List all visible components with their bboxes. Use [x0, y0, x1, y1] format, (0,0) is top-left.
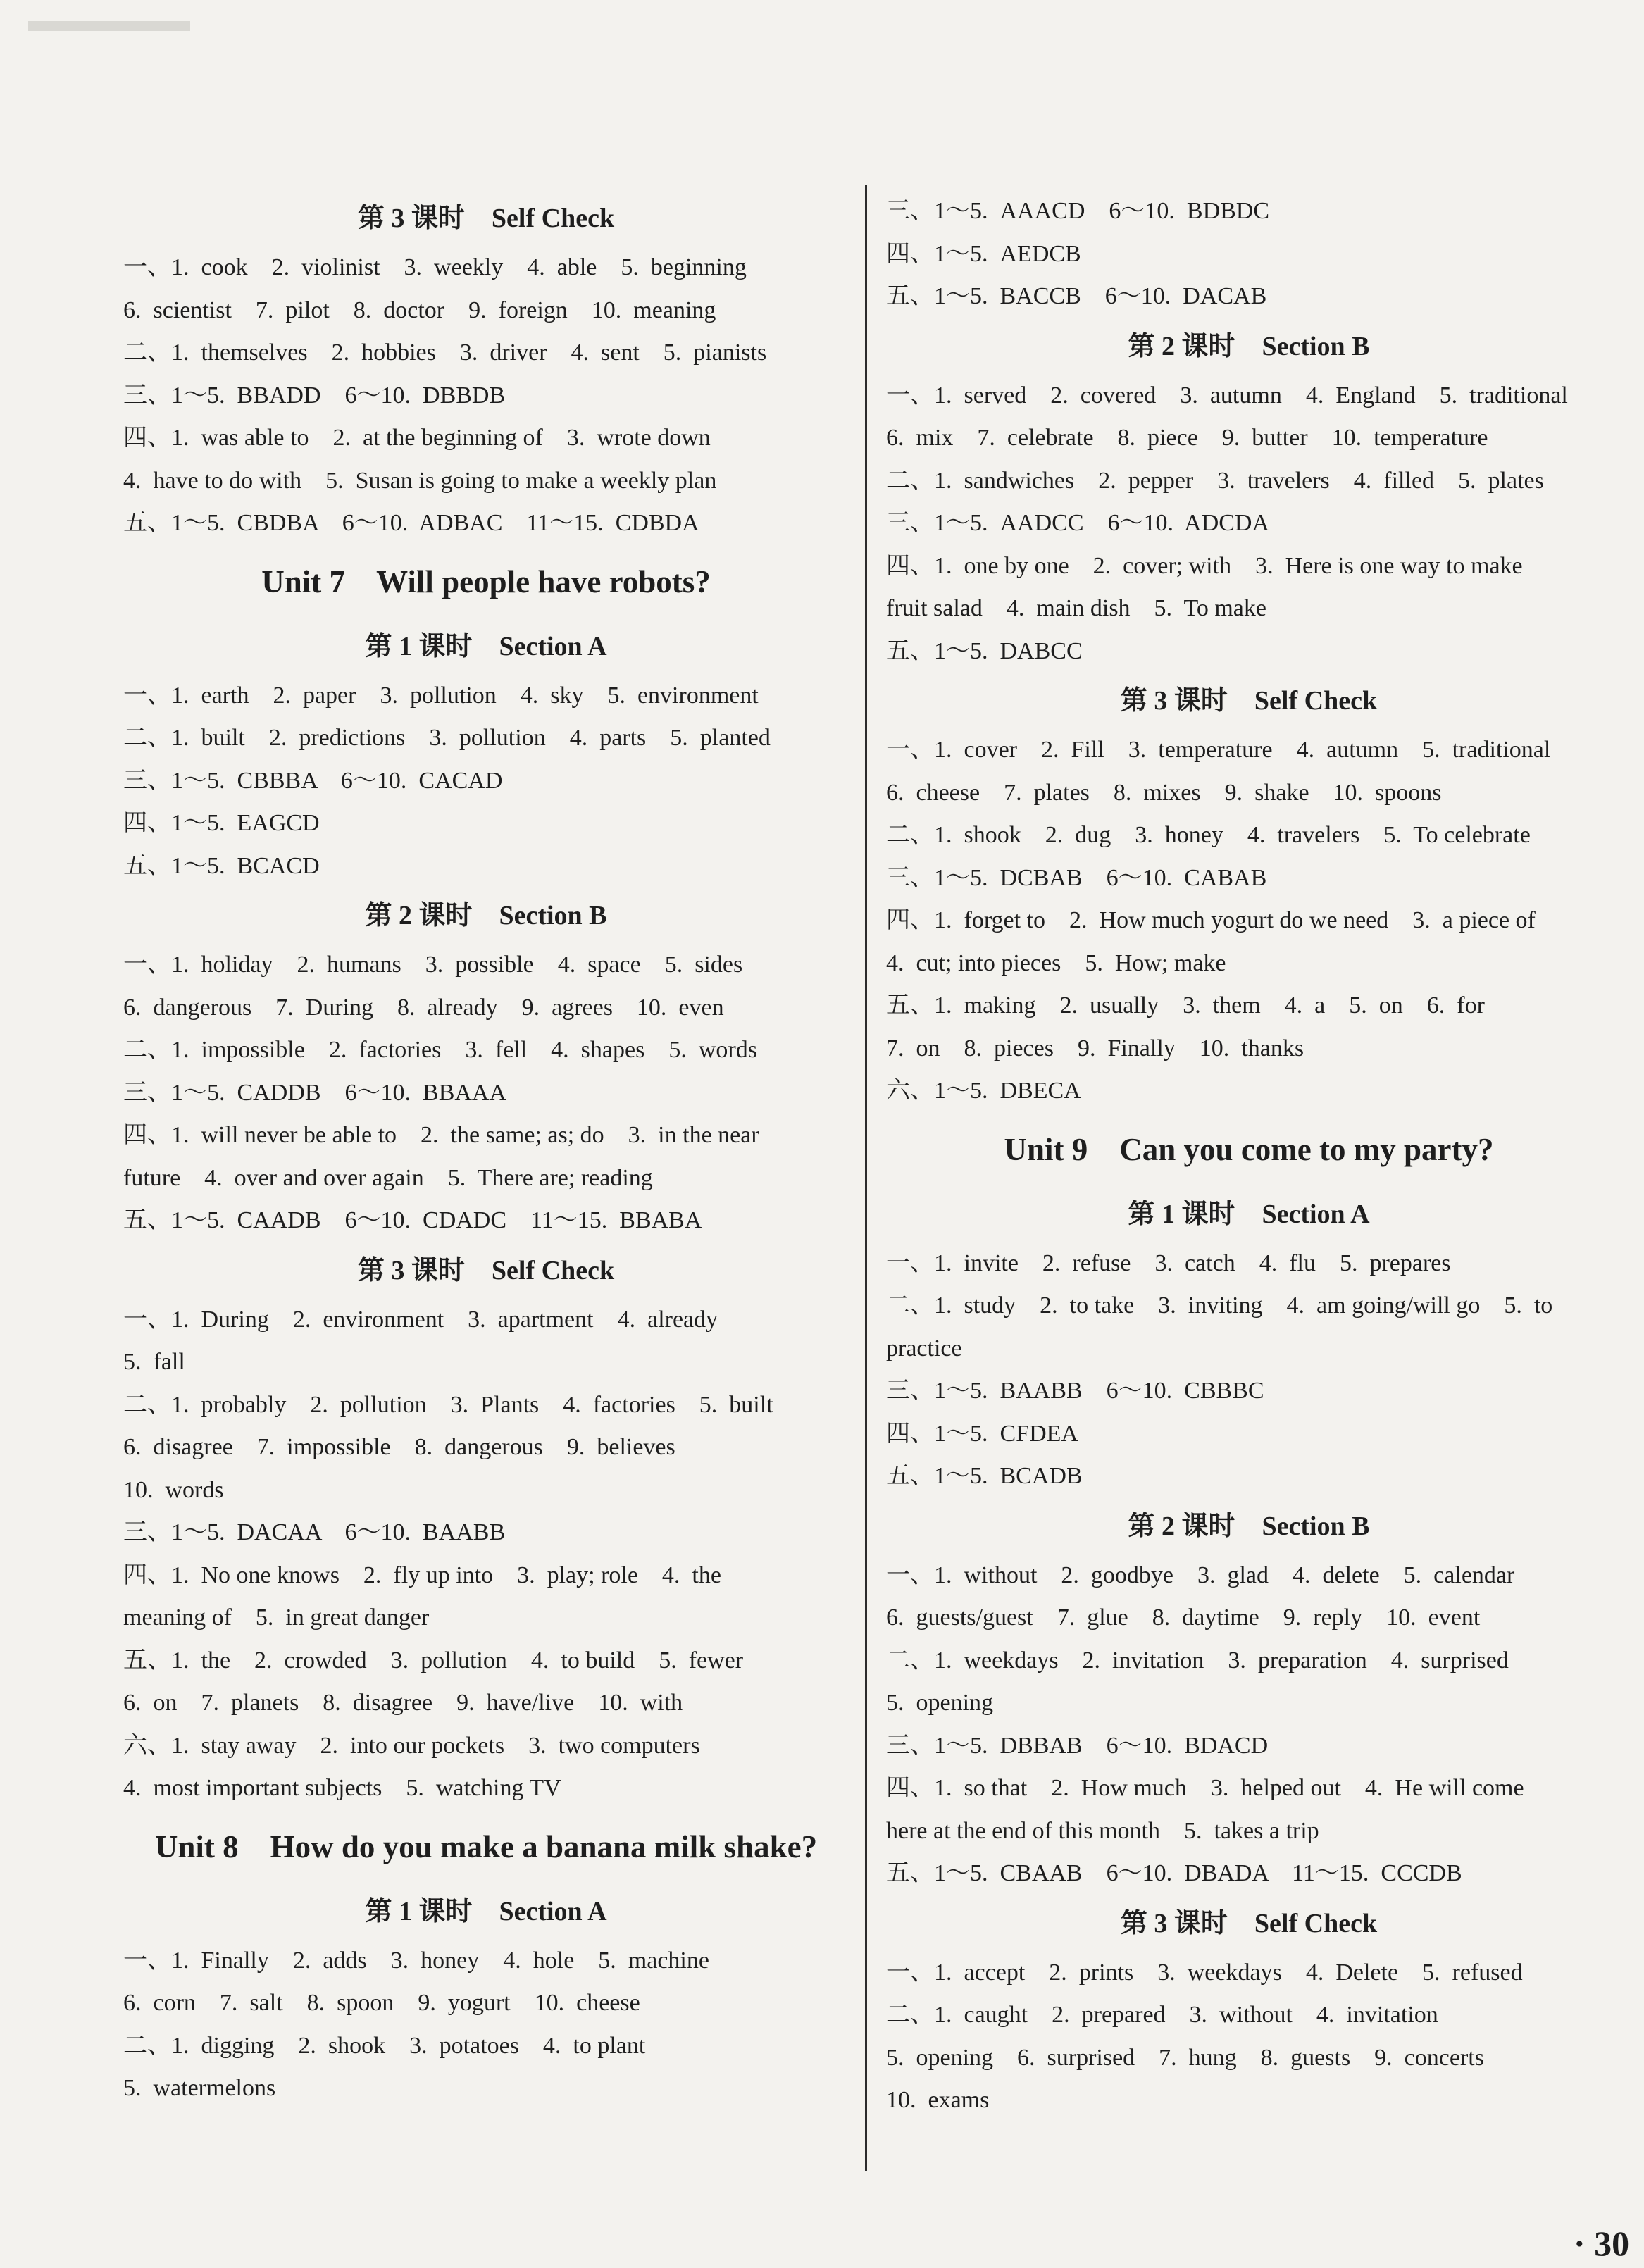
answer-line: 二、1. probably 2. pollution 3. Plants 4. factories 5. built: [123, 1391, 773, 1418]
unit-heading: Unit 8 How do you make a banana milk shake?: [154, 1828, 818, 1864]
answer-line: 二、1. caught 2. prepared 3. without 4. invitation: [886, 2002, 1438, 2028]
answer-line: 6. mix 7. celebrate 8. piece 9. butter 10. temperature: [886, 425, 1488, 451]
answer-line: 一、1. cook 2. violinist 3. weekly 4. able 5. beginning: [123, 254, 747, 280]
answer-line: 5. fall: [123, 1349, 185, 1375]
answer-line: 三、1～5. BBADD 6～10. DBBDB: [123, 382, 506, 409]
answer-line: 三、1～5. AAACD 6～10. BDBDC: [886, 198, 1270, 224]
answer-line: 4. cut; into pieces 5. How; make: [886, 949, 1226, 976]
answer-line: 4. have to do with 5. Susan is going to make a weekly plan: [123, 467, 717, 494]
answer-line: 6. cheese 7. plates 8. mixes 9. shake 10. spoons: [886, 779, 1442, 806]
answer-line: 四、1～5. CFDEA: [886, 1420, 1078, 1447]
answer-line: 四、1～5. AEDCB: [886, 240, 1081, 267]
answer-line: 10. words: [123, 1476, 224, 1503]
unit-heading: Unit 7 Will people have robots?: [261, 563, 711, 599]
answer-line: 二、1. weekdays 2. invitation 3. preparation 4. surprised: [886, 1647, 1509, 1674]
answer-line: 四、1. No one knows 2. fly up into 3. play; role 4. the: [123, 1562, 721, 1588]
section-heading: 第 3 课时 Self Check: [1120, 686, 1378, 716]
answer-line: 6. guests/guest 7. glue 8. daytime 9. reply 10. event: [886, 1605, 1481, 1631]
answer-line: 二、1. digging 2. shook 3. potatoes 4. to plant: [123, 2032, 646, 2059]
answer-line: 三、1～5. CADDB 6～10. BBAAA: [123, 1079, 507, 1106]
answer-line: 四、1. was able to 2. at the beginning of 3. wrote down: [123, 425, 711, 451]
answer-line: 一、1. During 2. environment 3. apartment 4. already: [123, 1306, 718, 1333]
section-heading: 第 2 课时 Section B: [365, 901, 607, 930]
answer-line: 10. exams: [886, 2087, 990, 2113]
answer-line: 五、1～5. CBAAB 6～10. DBADA 11～15. CCCDB: [886, 1860, 1462, 1886]
answer-line: 四、1. so that 2. How much 3. helped out 4. He will come: [886, 1775, 1524, 1801]
answer-line: 三、1～5. CBBBA 6～10. CACAD: [123, 767, 503, 794]
answer-line: 三、1～5. BAABB 6～10. CBBBC: [886, 1378, 1264, 1404]
answer-line: 六、1～5. DBECA: [886, 1078, 1081, 1104]
answer-line: 四、1. one by one 2. cover; with 3. Here is one way to make: [886, 552, 1523, 579]
page-number: · 30: [1574, 2224, 1630, 2263]
answer-line: 三、1～5. DCBAB 6～10. CABAB: [886, 864, 1267, 891]
answer-line: practice: [886, 1335, 962, 1362]
answer-line: 一、1. Finally 2. adds 3. honey 4. hole 5. machine: [123, 1947, 709, 1974]
answer-line: 二、1. shook 2. dug 3. honey 4. travelers 5. To celebrate: [886, 822, 1531, 848]
answer-line: 5. opening 6. surprised 7. hung 8. guests 9. concerts: [886, 2044, 1484, 2071]
section-heading: 第 2 课时 Section B: [1128, 331, 1370, 361]
answer-line: 6. corn 7. salt 8. spoon 9. yogurt 10. cheese: [123, 1990, 640, 2016]
unit-heading: Unit 9 Can you come to my party?: [1004, 1131, 1494, 1167]
answer-line: 4. most important subjects 5. watching TV: [123, 1775, 561, 1801]
answer-line: 7. on 8. pieces 9. Finally 10. thanks: [886, 1035, 1304, 1061]
right-answer-column: [886, 190, 1612, 2122]
answer-line: 一、1. served 2. covered 3. autumn 4. England 5. traditional: [886, 382, 1568, 409]
answer-line: 四、1. will never be able to 2. the same; as; do 3. in the near: [123, 1122, 759, 1148]
section-heading: 第 1 课时 Section A: [1128, 1199, 1370, 1229]
answer-line: meaning of 5. in great danger: [123, 1605, 430, 1631]
answer-line: 五、1～5. CBDBA 6～10. ADBAC 11～15. CDBDA: [123, 510, 699, 536]
answer-line: 6. dangerous 7. During 8. already 9. agrees 10. even: [123, 994, 724, 1021]
section-heading: 第 3 课时 Self Check: [1120, 1908, 1378, 1938]
answer-line: 一、1. cover 2. Fill 3. temperature 4. autumn 5. traditional: [886, 737, 1551, 763]
section-heading: 第 3 课时 Self Check: [357, 204, 615, 233]
answer-line: 三、1～5. DACAA 6～10. BAABB: [123, 1519, 506, 1545]
answer-line: 5. watermelons: [123, 2075, 276, 2101]
answer-line: 五、1. making 2. usually 3. them 4. a 5. on 6. for: [886, 992, 1485, 1018]
left-answer-column: [123, 190, 849, 2110]
answer-line: 二、1. impossible 2. factories 3. fell 4. shapes 5. words: [123, 1037, 757, 1063]
answer-line: here at the end of this month 5. takes a trip: [886, 1817, 1319, 1844]
answer-line: 二、1. sandwiches 2. pepper 3. travelers 4. filled 5. plates: [886, 467, 1544, 494]
answer-line: 一、1. earth 2. paper 3. pollution 4. sky 5. environment: [123, 682, 759, 709]
section-heading: 第 1 课时 Section A: [365, 1896, 607, 1926]
answer-line: 6. disagree 7. impossible 8. dangerous 9. believes: [123, 1434, 675, 1460]
answer-line: 一、1. holiday 2. humans 3. possible 4. space 5. sides: [123, 952, 743, 978]
scan-mark: [28, 21, 190, 31]
answer-line: 五、1. the 2. crowded 3. pollution 4. to build 5. fewer: [123, 1647, 744, 1674]
answer-line: 三、1～5. AADCC 6～10. ADCDA: [886, 510, 1270, 536]
answer-line: 二、1. built 2. predictions 3. pollution 4. parts 5. planted: [123, 725, 771, 751]
answer-line: 五、1～5. BACCB 6～10. DACAB: [886, 283, 1267, 309]
column-divider: [865, 185, 867, 2171]
section-heading: 第 3 课时 Self Check: [357, 1255, 615, 1285]
answer-line: 三、1～5. DBBAB 6～10. BDACD: [886, 1732, 1269, 1759]
answer-line: 一、1. invite 2. refuse 3. catch 4. flu 5. prepares: [886, 1250, 1451, 1276]
answer-line: 二、1. themselves 2. hobbies 3. driver 4. sent 5. pianists: [123, 339, 767, 366]
answer-line: 6. on 7. planets 8. disagree 9. have/live 10. with: [123, 1690, 683, 1716]
answer-line: 五、1～5. DABCC: [886, 637, 1083, 664]
answer-line: 六、1. stay away 2. into our pockets 3. two computers: [123, 1732, 700, 1759]
answer-line: 四、1～5. EAGCD: [123, 810, 320, 836]
answer-line: 一、1. accept 2. prints 3. weekdays 4. Delete 5. refused: [886, 1959, 1523, 1986]
answer-line: 5. opening: [886, 1690, 994, 1716]
section-heading: 第 1 课时 Section A: [365, 631, 607, 661]
answer-line: 五、1～5. CAADB 6～10. CDADC 11～15. BBABA: [123, 1207, 702, 1233]
answer-line: 五、1～5. BCACD: [123, 852, 320, 879]
answer-line: 四、1. forget to 2. How much yogurt do we need 3. a piece of: [886, 907, 1536, 933]
section-heading: 第 2 课时 Section B: [1128, 1511, 1370, 1541]
answer-line: 一、1. without 2. goodbye 3. glad 4. delete 5. calendar: [886, 1562, 1515, 1588]
answer-line: 五、1～5. BCADB: [886, 1463, 1083, 1489]
answer-line: 6. scientist 7. pilot 8. doctor 9. foreign 10. meaning: [123, 297, 716, 323]
answer-line: 二、1. study 2. to take 3. inviting 4. am going/will go 5. to: [886, 1292, 1553, 1319]
answer-line: fruit salad 4. main dish 5. To make: [886, 595, 1266, 621]
answer-line: future 4. over and over again 5. There are; reading: [123, 1164, 653, 1191]
